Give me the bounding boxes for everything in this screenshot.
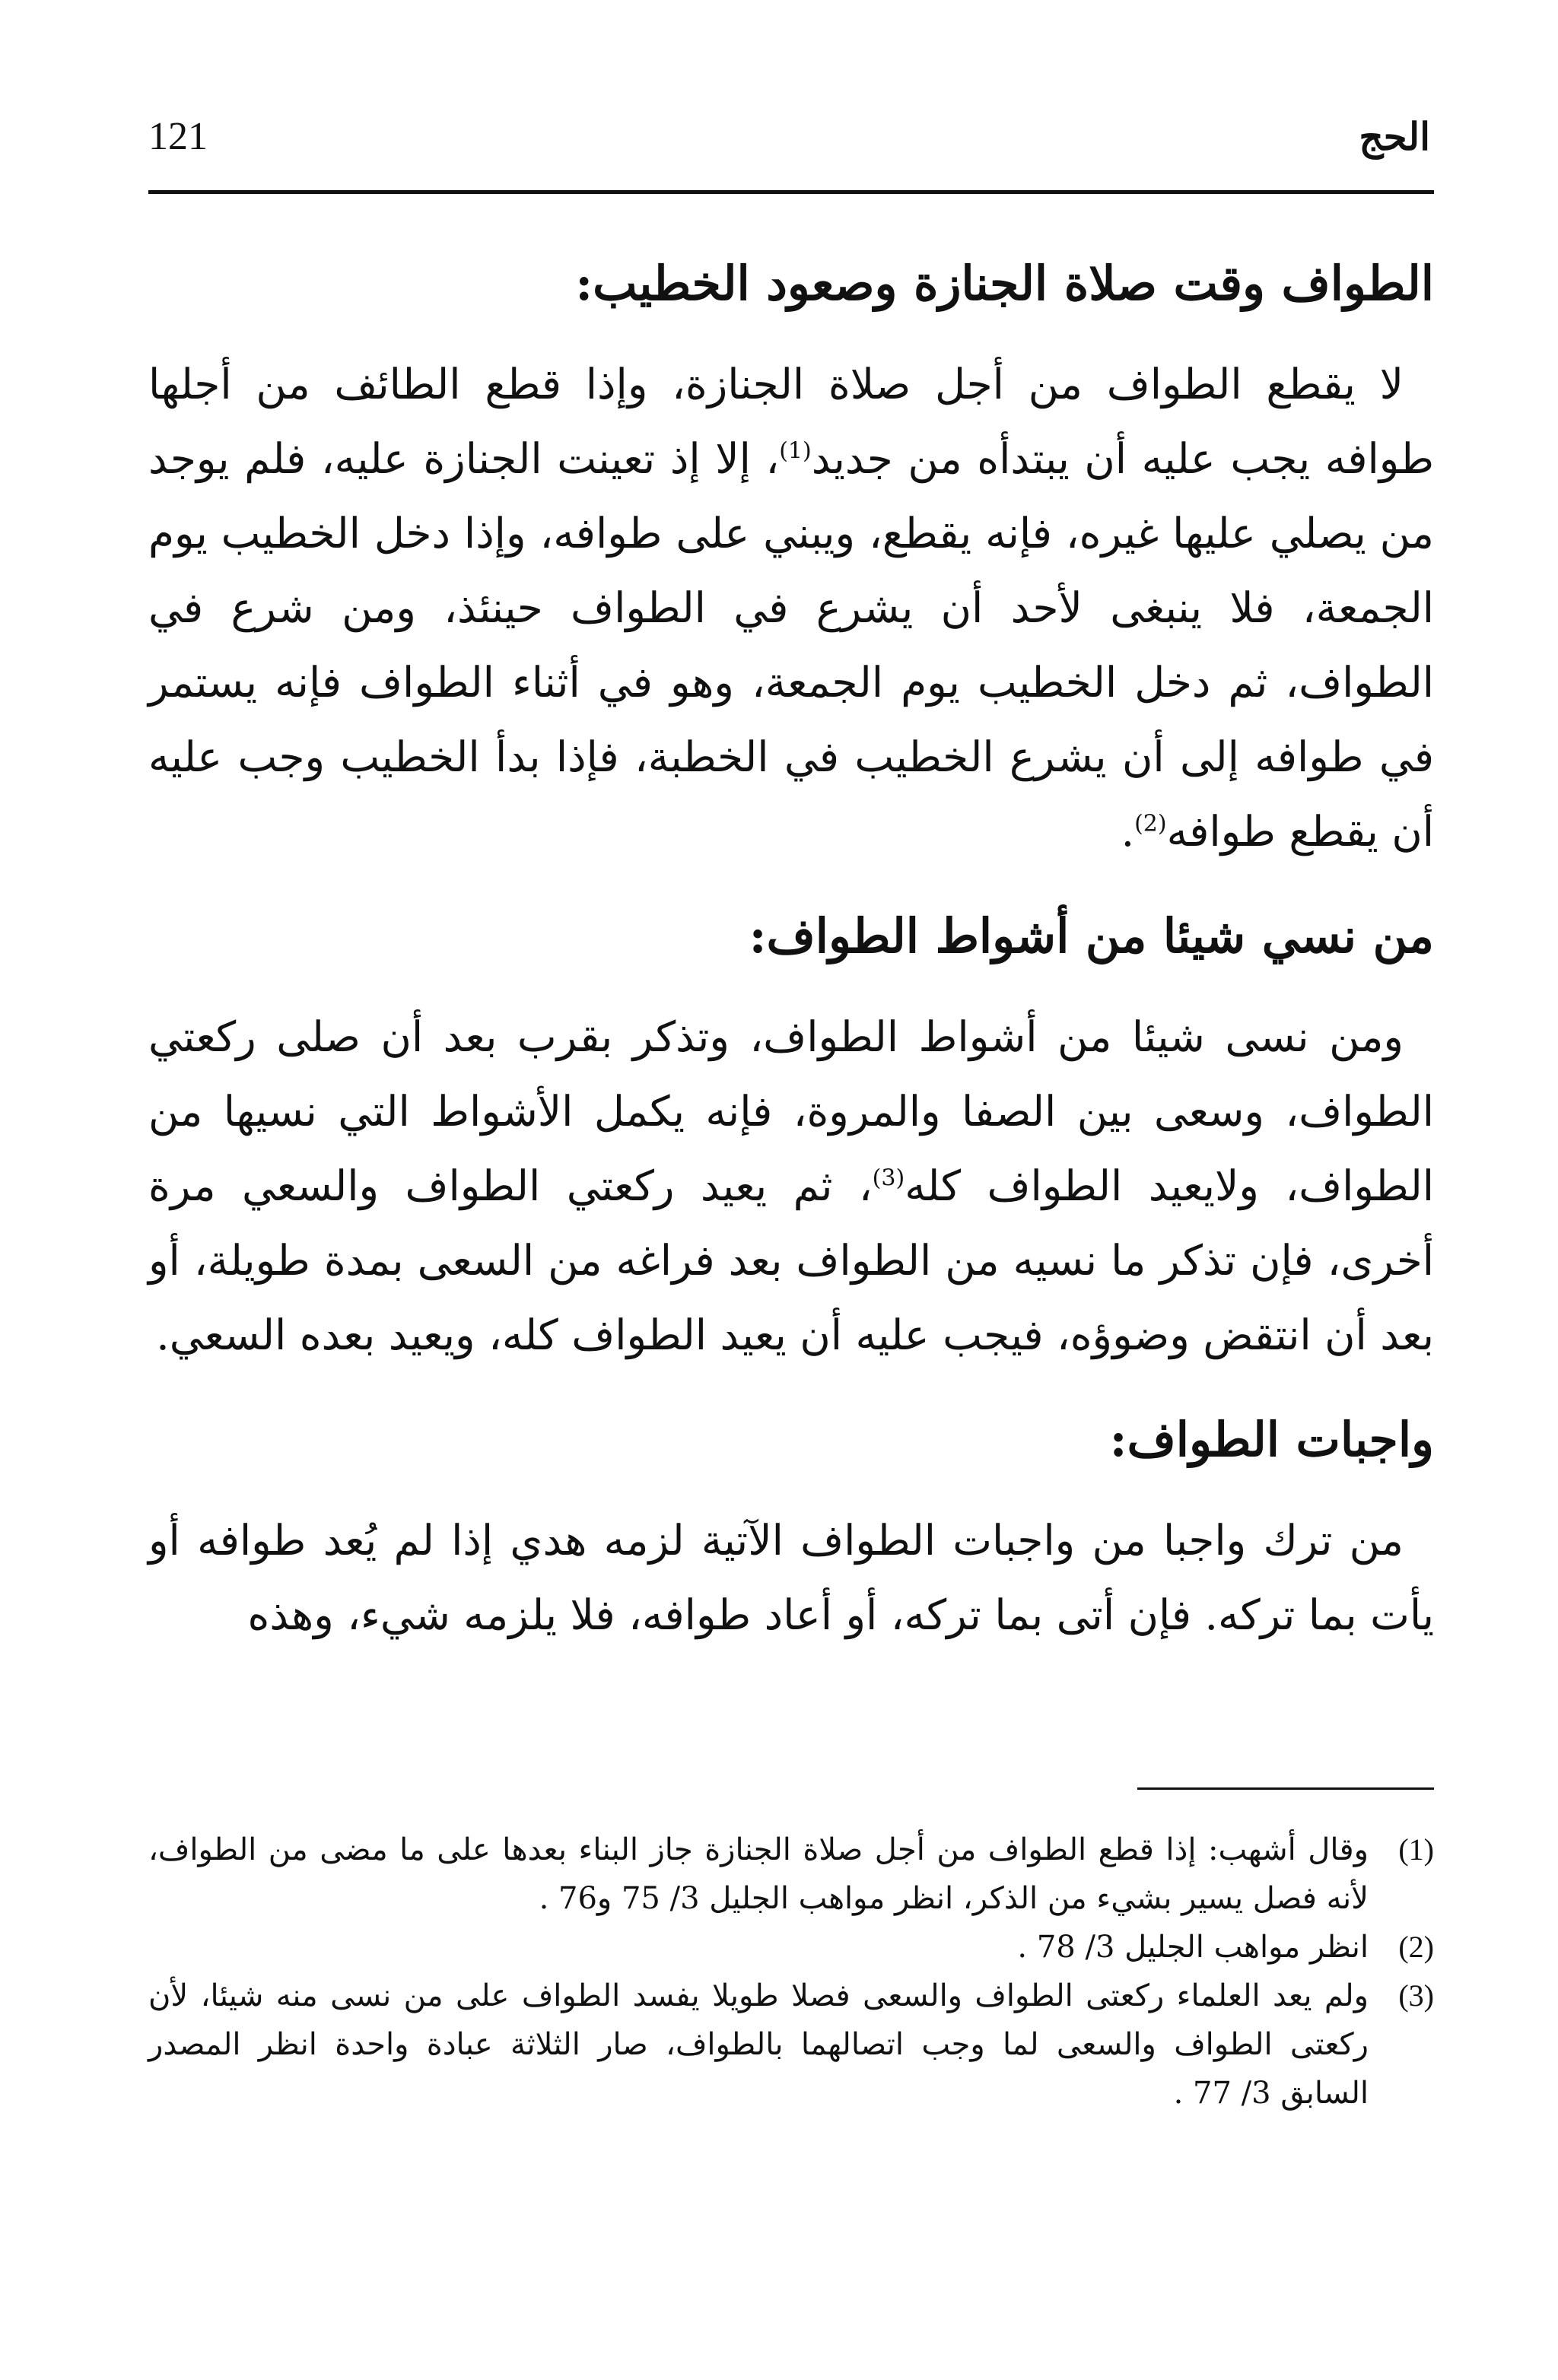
footnote-2 bbox=[148, 1923, 1434, 1972]
header-divider bbox=[148, 190, 1434, 194]
paragraph-text: . bbox=[1121, 807, 1135, 856]
paragraph-tawaf-funeral bbox=[148, 347, 1434, 869]
spacer bbox=[148, 1372, 1434, 1398]
footnote-marker: (3) bbox=[1398, 1978, 1434, 2013]
footnote-text: وقال أشهب: إذا قطع الطواف من أجل صلاة الجنازة جاز البناء بعدها على ما مضى من الطواف، لأنه فصل يسير بشيء من الذكر، انظر مواهب الجليل 3/ 75 و76 . bbox=[148, 1832, 1369, 1916]
footnote-divider bbox=[1137, 1787, 1434, 1790]
main-content bbox=[148, 242, 1434, 1652]
spacer bbox=[148, 978, 1434, 999]
paragraph-forgot-rounds bbox=[148, 999, 1434, 1372]
footnote-marker: (2) bbox=[1398, 1930, 1434, 1964]
section-heading-forgot-rounds: من نسي شيئا من أشواط الطواف: bbox=[749, 908, 1434, 964]
footnote-reference-3[interactable]: (3) bbox=[872, 1165, 905, 1192]
spacer bbox=[148, 869, 1434, 894]
footnote-marker: (1) bbox=[1398, 1832, 1434, 1867]
footnotes bbox=[148, 1826, 1434, 2118]
footnote-reference-2[interactable]: (2) bbox=[1134, 810, 1167, 837]
running-header bbox=[148, 106, 1430, 167]
footnote-text: انظر مواهب الجليل 3/ 78 . bbox=[1017, 1930, 1369, 1965]
paragraph-text: ومن نسى شيئا من أشواط الطواف، وتذكر بقرب بعد أن صلى ركعتي الطواف، وسعى بين الصفا والمروة، فإنه يكمل الأشواط التي نسيها من الطواف، ولايعيد الطواف كله bbox=[148, 1012, 1434, 1210]
spacer bbox=[148, 1482, 1434, 1503]
paragraph-tawaf-obligations: من ترك واجبا من واجبات الطواف الآتية لزمه هدي إذا لم يُعد طوافه أو يأت بما تركه. فإن أتى بما تركه، أو أعاد طوافه، فلا يلزمه شيء، وهذه bbox=[148, 1516, 1434, 1639]
section-heading-tawaf-obligations: واجبات الطواف: bbox=[1109, 1412, 1434, 1467]
paragraph-text: ، إلا إذ تعينت الجنازة عليه، فلم يوجد من يصلي عليها غيره، فإنه يقطع، ويبني على طوافه، وإذا دخل الخطيب يوم الجمعة، فلا ينبغى لأحد أن يشرع في الطواف حينئذ، ومن شرع في الطواف، ثم دخل الخطيب يوم الجمعة، وهو في أثناء الطواف فإنه يستمر في طوافه إلى أن يشرع الخطيب في الخطبة، فإذا بدأ الخطيب وجب عليه أن يقطع طوافه bbox=[148, 434, 1434, 856]
paragraph-text: ، ثم يعيد ركعتي الطواف والسعي مرة أخرى، فإن تذكر ما نسيه من الطواف بعد فراغه من السعى بمدة طويلة، أو بعد أن انتقض وضوؤه، فيجب عليه أن يعيد الطواف كله، ويعيد بعده السعي. bbox=[148, 1161, 1434, 1359]
footnote-reference-1[interactable]: (1) bbox=[779, 437, 812, 465]
page-number: 121 bbox=[148, 115, 208, 158]
section-heading-tawaf-funeral: الطواف وقت صلاة الجنازة وصعود الخطيب: bbox=[575, 256, 1434, 311]
spacer bbox=[148, 326, 1434, 347]
footnote-3 bbox=[148, 1972, 1434, 2118]
footnote-text: ولم يعد العلماء ركعتى الطواف والسعى فصلا طويلا يفسد الطواف على من نسى منه شيئا، لأن ركعتى الطواف والسعى لما وجب اتصالهما بالطواف، صار الثلاثة عبادة واحدة انظر المصدر السابق 3/ 77 . bbox=[148, 1978, 1369, 2111]
paragraph-text: لا يقطع الطواف من أجل صلاة الجنازة، وإذا قطع الطائف من أجلها طوافه يجب عليه أن يبتدأه من جديد bbox=[148, 360, 1434, 483]
chapter-title: الحج bbox=[1359, 114, 1430, 159]
footnote-1 bbox=[148, 1826, 1434, 1923]
